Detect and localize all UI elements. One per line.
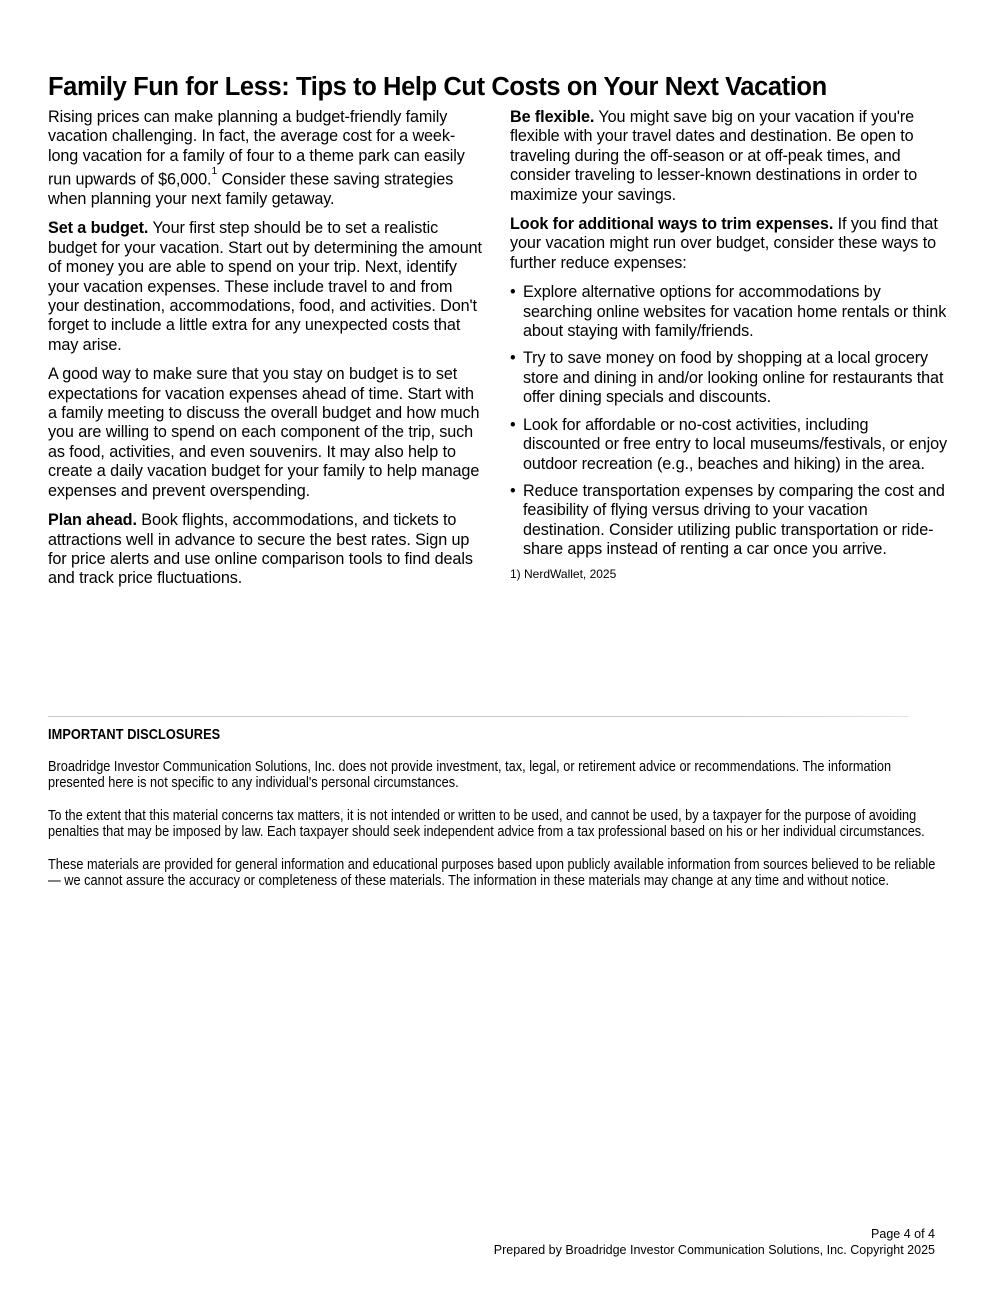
paragraph-lead: Set a budget. — [48, 219, 149, 238]
body-paragraph — [510, 215, 947, 273]
body-paragraph — [48, 365, 485, 501]
paragraph-lead: Look for additional ways to trim expenses. — [510, 215, 834, 234]
disclosure-paragraph: Broadridge Investor Communication Solutions, Inc. does not provide investment, tax, legal, or retirement advice or recommendations. The information presented here is not specific to any individual's personal circumstances. — [48, 758, 892, 792]
section-divider — [48, 716, 908, 717]
paragraph-text: Your first step should be to set a realistic budget for your vacation. Start out by determining the amount of money you are able to spend on your trip. Next, identify your vacation expenses. These include travel to and from your destination, accommodations, food, and activities. Don't forget to include a little extra for any unexpected costs that may arise. — [48, 219, 482, 354]
paragraph-text: If you find that your vacation might run over budget, consider these ways to further reduce expenses: — [510, 215, 938, 272]
body-paragraph — [48, 511, 485, 589]
paragraph-text: Book flights, accommodations, and tickets to attractions well in advance to secure the best rates. Sign up for price alerts and use online comparison tools to find deals and track price fluctuations. — [48, 511, 473, 588]
bullet-item: • Explore alternative options for accommodations by searching online websites for vacation home rentals or think about staying with family/friends. — [510, 283, 947, 341]
disclosure-paragraph: These materials are provided for general information and educational purposes based upon publicly available information from sources believed to be reliable — we cannot assure the accuracy or completeness of these materials. The information in these materials may change at any time and without notice. — [48, 855, 936, 890]
left-column — [48, 108, 485, 589]
bullet-item: • Reduce transportation expenses by comparing the cost and feasibility of flying versus driving to your vacation destination. Consider utilizing public transportation or ride-share apps instead of renting a car once you arrive. — [510, 482, 947, 560]
page-title: Family Fun for Less: Tips to Help Cut Costs on Your Next Vacation — [48, 73, 827, 102]
disclosure-paragraph: To the extent that this material concerns tax matters, it is not intended or written to be used, and cannot be used, by a taxpayer for the purpose of avoiding penalties that may be imposed by law. Each taxpayer should seek independent advice from a tax professional based on his or her individual circumstances. — [48, 806, 925, 841]
footnote-ref: 1 — [211, 164, 218, 177]
paragraph-text: A good way to make sure that you stay on budget is to set expectations for vacation expenses ahead of time. Start with a family meeting to discuss the overall budget and how much you are willing to spend on each component of the trip, such as food, activities, and even souvenirs. It may also help to create a daily vacation budget for your family to help manage expenses and prevent overspending. — [48, 365, 480, 500]
bullet-item: • Try to save money on food by shopping at a local grocery store and dining in and/or looking online for restaurants that offer dining specials and discounts. — [510, 349, 947, 407]
body-paragraph — [48, 219, 485, 355]
bullet-item: • Look for affordable or no-cost activities, including discounted or free entry to local museums/festivals, or enjoy outdoor recreation (e.g., beaches and hiking) in the area. — [510, 416, 947, 474]
article-body — [48, 108, 947, 589]
disclosures-section — [48, 716, 947, 889]
paragraph-lead: Plan ahead. — [48, 511, 137, 530]
body-paragraph — [510, 108, 947, 205]
expense-tips-list — [510, 283, 947, 559]
disclosures-heading: IMPORTANT DISCLOSURES — [48, 726, 221, 743]
disclosures-content — [48, 726, 946, 889]
intro-text-after: Consider these saving strategies when planning your next family getaway. — [48, 170, 454, 209]
intro-paragraph — [48, 108, 485, 209]
paragraph-text: You might save big on your vacation if you're flexible with your travel dates and destination. Be open to traveling during the off-season or at off-peak times, and consider traveling to lesser-known destinations in order to maximize your savings. — [510, 108, 918, 204]
intro-text: Rising prices can make planning a budget-friendly family vacation challenging. In fact, the average cost for a week-long vacation for a family of four to a theme park can easily run upwards of $6,000. — [48, 108, 465, 189]
right-column — [510, 108, 947, 589]
source-footnote: 1) NerdWallet, 2025 — [510, 566, 617, 581]
paragraph-lead: Be flexible. — [510, 108, 595, 126]
footer-page-number: Page 4 of 4 — [871, 1227, 935, 1241]
footer-prepared-by: Prepared by Broadridge Investor Communication Solutions, Inc. Copyright 2025 — [493, 1243, 935, 1257]
page-footer — [494, 1226, 935, 1258]
